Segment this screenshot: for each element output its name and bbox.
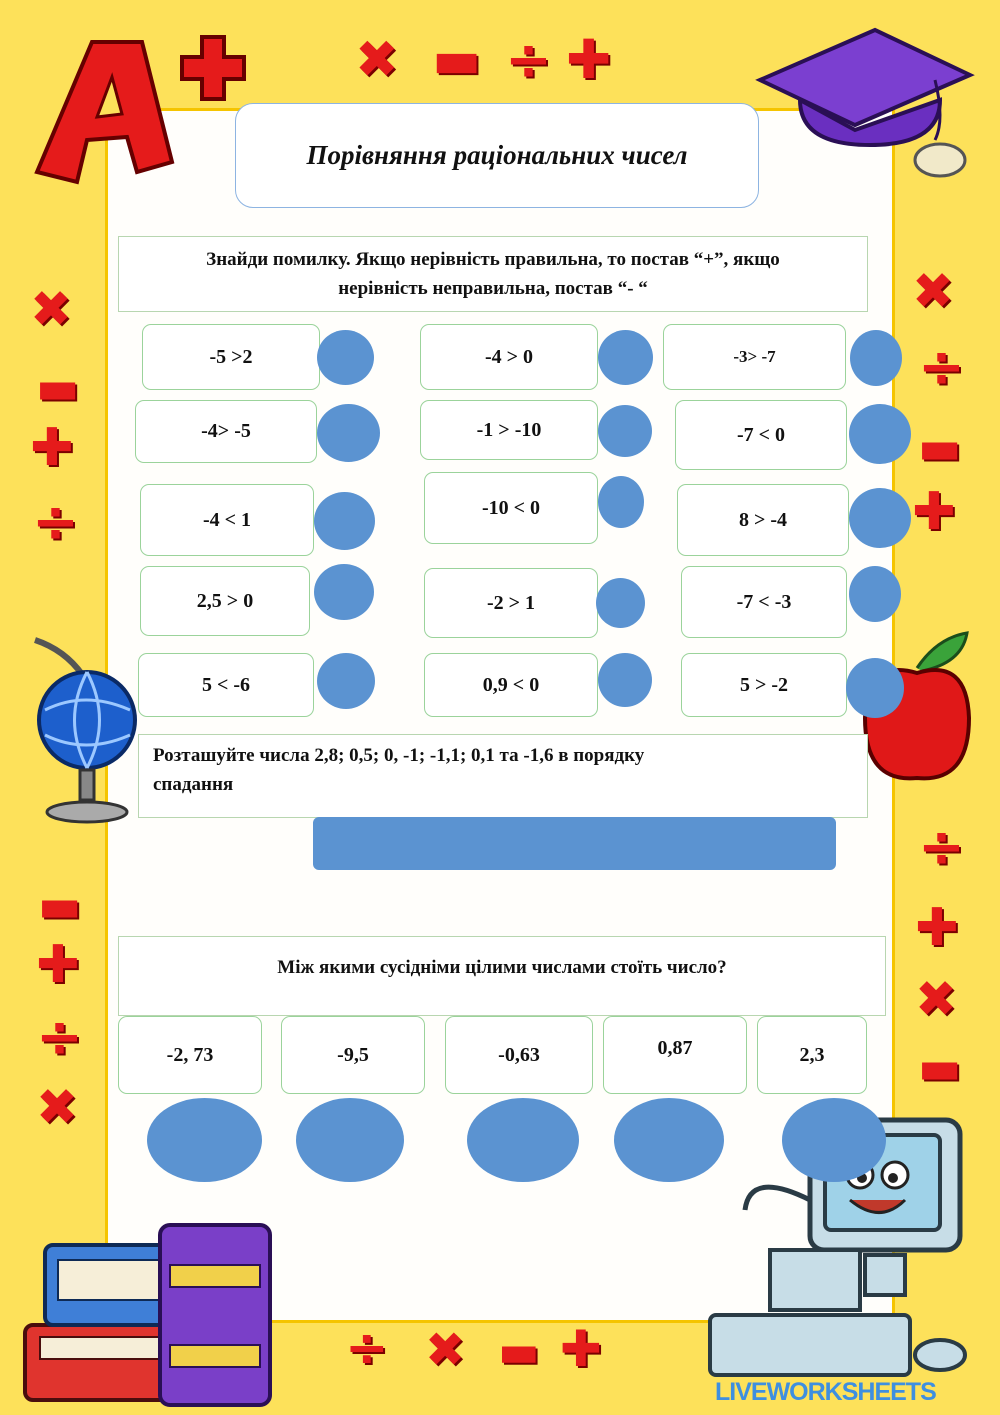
number-card: 2,3 bbox=[757, 1016, 867, 1094]
number-card: -0,63 bbox=[445, 1016, 593, 1094]
inequality-card: -4 > 0 bbox=[420, 324, 598, 390]
minus-icon: ▬ bbox=[918, 420, 962, 474]
globe-icon bbox=[15, 630, 145, 835]
task2-line1: Розташуйте числа 2,8; 0,5; 0, -1; -1,1; 0,1 та -1,6 в порядку bbox=[153, 745, 645, 766]
inequality-card: 8 > -4 bbox=[677, 484, 849, 556]
answer-field[interactable] bbox=[782, 1098, 886, 1182]
answer-field[interactable] bbox=[598, 405, 652, 457]
inequality-card: -4> -5 bbox=[135, 400, 317, 463]
answer-field[interactable] bbox=[296, 1098, 404, 1182]
answer-field[interactable] bbox=[596, 578, 645, 628]
inequality-card: -7 < 0 bbox=[675, 400, 847, 470]
minus-icon: ▬ bbox=[498, 1326, 540, 1377]
minus-icon: ▬ bbox=[36, 360, 80, 414]
inequality-card: -7 < -3 bbox=[681, 566, 847, 638]
plus-icon: ✚ bbox=[560, 1320, 602, 1378]
multiply-icon: ✖ bbox=[915, 970, 957, 1028]
answer-field[interactable] bbox=[598, 653, 652, 707]
task1-line2: нерівність неправильна, постав “- “ bbox=[338, 278, 648, 299]
answer-field[interactable] bbox=[846, 658, 904, 718]
inequality-card: 0,9 < 0 bbox=[424, 653, 598, 717]
answer-field[interactable] bbox=[849, 488, 911, 548]
answer-field[interactable] bbox=[614, 1098, 724, 1182]
inequality-card: -2 > 1 bbox=[424, 568, 598, 638]
answer-field[interactable] bbox=[147, 1098, 262, 1182]
plus-icon: ✚ bbox=[912, 482, 956, 542]
number-card: -9,5 bbox=[281, 1016, 425, 1094]
plus-icon: ✚ bbox=[915, 898, 959, 958]
task1-line1: Знайди помилку. Якщо нерівність правильна, то постав “+”, якщо bbox=[206, 249, 780, 270]
answer-field[interactable] bbox=[849, 566, 901, 622]
inequality-card: -4 < 1 bbox=[140, 484, 314, 556]
minus-icon: ▬ bbox=[918, 1040, 962, 1094]
graduation-cap-icon bbox=[755, 25, 975, 190]
answer-field[interactable] bbox=[467, 1098, 579, 1182]
answer-field[interactable] bbox=[849, 404, 911, 464]
multiply-icon: ✖ bbox=[912, 262, 954, 320]
page-title: Порівняння раціональних чисел bbox=[235, 103, 759, 208]
inequality-card: 5 > -2 bbox=[681, 653, 847, 717]
answer-field[interactable] bbox=[314, 564, 374, 620]
divide-icon: ÷ bbox=[345, 1318, 389, 1378]
multiply-icon: ✖ bbox=[30, 280, 72, 338]
inequality-card: 2,5 > 0 bbox=[140, 566, 310, 636]
answer-field[interactable] bbox=[314, 492, 375, 550]
inequality-card: -1 > -10 bbox=[420, 400, 598, 460]
inequality-card: -5 >2 bbox=[142, 324, 320, 390]
divide-icon: ÷ bbox=[918, 335, 965, 400]
task2-instructions bbox=[138, 734, 868, 818]
answer-field[interactable] bbox=[317, 330, 374, 385]
answer-field[interactable] bbox=[598, 476, 644, 528]
number-card: 0,87 bbox=[603, 1016, 747, 1094]
inequality-card: -10 < 0 bbox=[424, 472, 598, 544]
inequality-card: 5 < -6 bbox=[138, 653, 314, 717]
liveworksheets-watermark: LIVEWORKSHEETS bbox=[715, 1378, 936, 1406]
divide-icon: ÷ bbox=[918, 815, 965, 880]
task3-prompt: Між якими сусідніми цілими числами стоїть число? bbox=[118, 936, 886, 1016]
answer-field[interactable] bbox=[850, 330, 902, 386]
minus-icon: ▬ bbox=[432, 30, 482, 90]
answer-field[interactable] bbox=[317, 404, 380, 462]
minus-icon: ▬ bbox=[38, 878, 82, 932]
multiply-icon: ✖ bbox=[425, 1322, 466, 1378]
task2-line2: спадання bbox=[153, 774, 234, 795]
plus-icon: ✚ bbox=[566, 28, 612, 91]
multiply-icon: ✖ bbox=[36, 1078, 78, 1136]
order-answer-field[interactable] bbox=[313, 817, 836, 870]
answer-field[interactable] bbox=[317, 653, 375, 709]
number-card: -2, 73 bbox=[118, 1016, 262, 1094]
books-icon bbox=[20, 1215, 290, 1415]
answer-field[interactable] bbox=[598, 330, 653, 385]
plus-icon: ✚ bbox=[36, 935, 80, 995]
multiply-icon: ✖ bbox=[355, 30, 399, 90]
divide-icon: ÷ bbox=[505, 28, 552, 93]
grade-a-plus-icon bbox=[22, 22, 252, 192]
task1-instructions bbox=[118, 236, 868, 312]
divide-icon: ÷ bbox=[32, 490, 79, 555]
divide-icon: ÷ bbox=[36, 1005, 83, 1070]
plus-icon: ✚ bbox=[30, 418, 74, 478]
inequality-card: -3> -7 bbox=[663, 324, 846, 390]
